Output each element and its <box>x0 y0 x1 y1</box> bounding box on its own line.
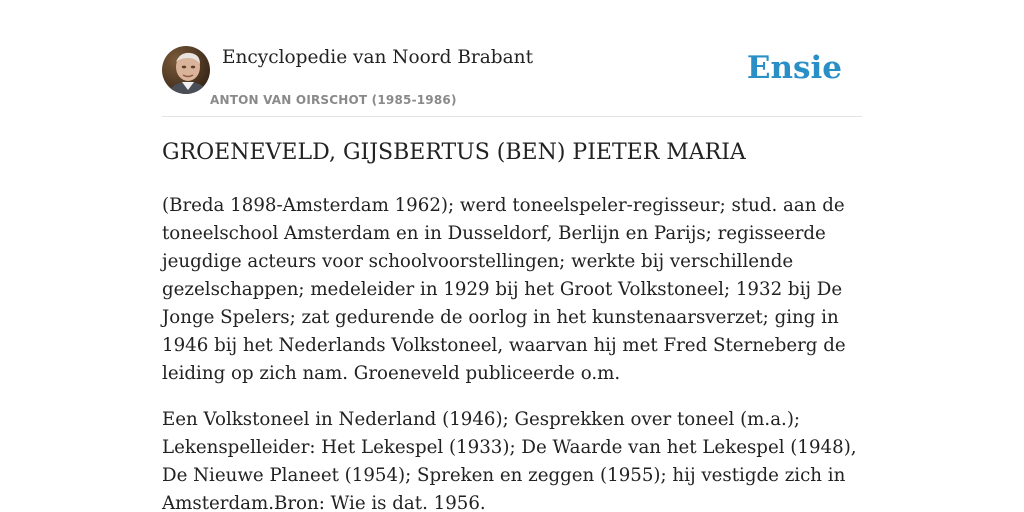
page-header <box>162 46 862 117</box>
article-title: GROENEVELD, GIJSBERTUS (BEN) PIETER MARIA <box>162 140 746 165</box>
article-paragraph: (Breda 1898-Amsterdam 1962); werd toneelspeler-regisseur; stud. aan de toneelschool Amsterdam en in Dusseldorf, Berlijn en Parijs; regisseerde jeugdige acteurs voor schoolvoorstellingen; werkte bij verschillende gezelschappen; medeleider in 1929 bij het Groot Volkstoneel; 1932 bij De Jonge Spelers; zat gedurende de oorlog in het kunstenaarsverzet; ging in 1946 bij het Nederlands Volkstoneel, waarvan hij met Fred Sterneberg de leiding op zich nam. Groeneveld publiceerde o.m. <box>162 195 846 384</box>
author-portrait-icon <box>162 46 210 94</box>
ensie-logo[interactable]: Ensie <box>746 50 842 86</box>
article-body <box>162 192 867 512</box>
author-name[interactable]: ANTON VAN OIRSCHOT (1985-1986) <box>210 93 457 107</box>
article-paragraph: Een Volkstoneel in Nederland (1946); Gesprekken over toneel (m.a.); Lekenspelleider: Het Lekespel (1933); De Waarde van het Lekespel (1948), De Nieuwe Planeet (1954); Spreken en zeggen (1955); hij vestigde zich in Amsterdam.Bron: Wie is dat. 1956. <box>162 409 857 512</box>
author-avatar[interactable] <box>162 46 210 94</box>
encyclopedia-title[interactable]: Encyclopedie van Noord Brabant <box>222 47 534 68</box>
